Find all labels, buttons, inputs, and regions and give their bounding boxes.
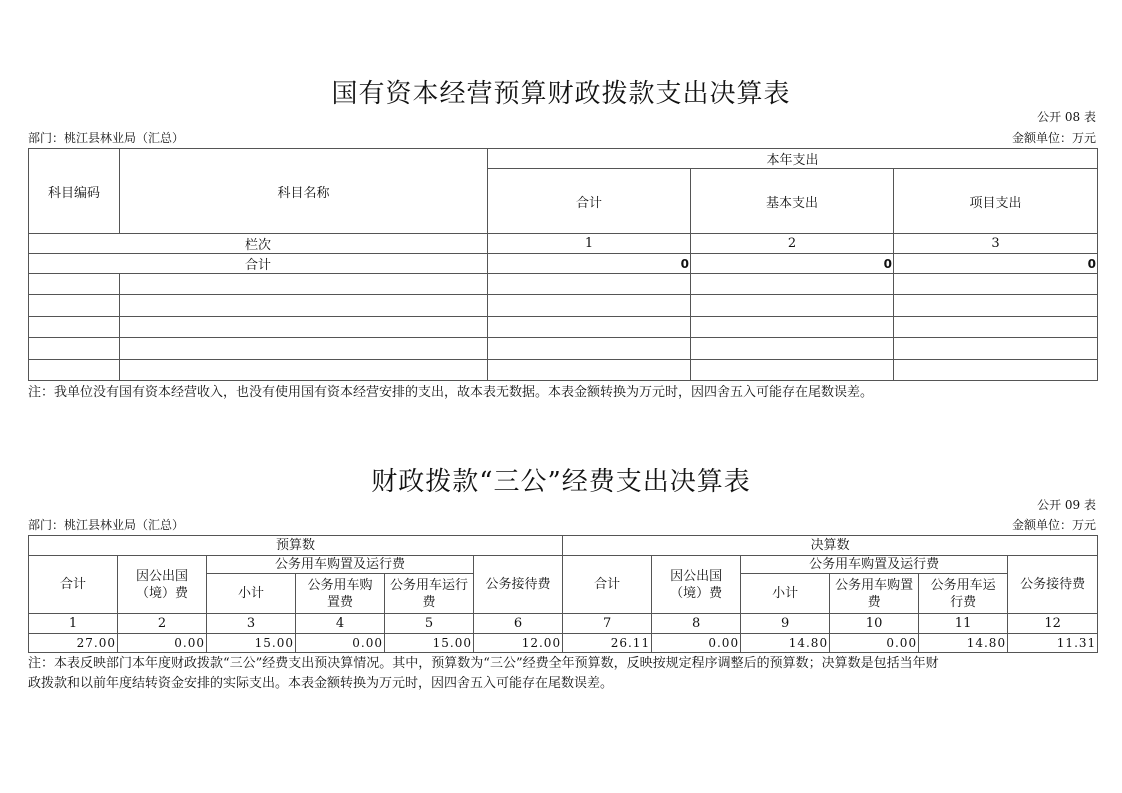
table1-department: 部门：桃江县林业局（汇总）: [28, 131, 185, 145]
header-basic: 基本支出: [691, 169, 894, 234]
value-cell: 0.00: [830, 634, 919, 653]
table1-code: 公开 08 表: [1037, 110, 1096, 124]
table2-department: 部门：桃江县林业局（汇总）: [28, 518, 185, 532]
value-cell: 15.00: [207, 634, 296, 653]
header-reception-final: 公务接待费: [1008, 556, 1098, 614]
column-number: 1: [29, 614, 118, 634]
column-number: 1: [488, 234, 691, 254]
header-abroad-budget: 因公出国 （境）费: [118, 556, 207, 614]
header-project: 项目支出: [894, 169, 1098, 234]
total-row-label: 合计: [29, 254, 488, 274]
table-row: [29, 360, 1098, 381]
header-abroad-final: 因公出国 （境）费: [652, 556, 741, 614]
header-vehicle-final: 公务用车购置及运行费: [741, 556, 1008, 574]
header-subtotal-budget: 小计: [207, 574, 296, 614]
column-order-label: 栏次: [29, 234, 488, 254]
table-row: [29, 295, 1098, 317]
column-number: 2: [118, 614, 207, 634]
column-number: 12: [1008, 614, 1098, 634]
table2-note-line1: 注：本表反映部门本年度财政拨款“三公”经费支出预决算情况。其中，预算数为“三公”经费全年预算数，反映按规定程序调整后的预算数；决算数是包括当年财: [28, 656, 939, 671]
column-number: 8: [652, 614, 741, 634]
value-cell: 26.11: [563, 634, 652, 653]
total-value: 0: [488, 254, 691, 274]
table-row: [29, 317, 1098, 338]
table2-unit: 金额单位：万元: [1011, 518, 1096, 532]
value-cell: 0.00: [296, 634, 385, 653]
table2-code: 公开 09 表: [1037, 498, 1096, 512]
total-value: 0: [691, 254, 894, 274]
table2-note: [28, 654, 1103, 694]
column-number: 7: [563, 614, 652, 634]
table1-note: 注：我单位没有国有资本经营收入，也没有使用国有资本经营安排的支出，故本表无数据。本表金额转换为万元时，因四舍五入可能存在尾数误差。: [28, 385, 874, 400]
header-subject-name: 科目名称: [120, 149, 488, 234]
table-row: [29, 634, 1098, 653]
group-budget: 预算数: [29, 536, 563, 556]
total-value: 0: [894, 254, 1098, 274]
value-cell: 11.31: [1008, 634, 1098, 653]
table1-unit: 金额单位：万元: [1011, 131, 1096, 145]
column-number: 2: [691, 234, 894, 254]
value-cell: 0.00: [652, 634, 741, 653]
table2-note-line2: 政拨款和以前年度结转资金安排的实际支出。本表金额转换为万元时，因四舍五入可能存在尾数误差。: [28, 676, 614, 691]
column-number: 5: [385, 614, 474, 634]
table-row: [29, 274, 1098, 295]
column-number: 10: [830, 614, 919, 634]
group-final: 决算数: [563, 536, 1098, 556]
table2-title: 财政拨款“三公”经费支出决算表: [371, 467, 751, 497]
column-number: 9: [741, 614, 830, 634]
header-total-final: 合计: [563, 556, 652, 614]
column-number: 11: [919, 614, 1008, 634]
column-number-row: [29, 614, 1098, 634]
header-vehicle-budget: 公务用车购置及运行费: [207, 556, 474, 574]
table1-title: 国有资本经营预算财政拨款支出决算表: [331, 79, 791, 109]
column-number: 3: [207, 614, 296, 634]
header-reception-budget: 公务接待费: [474, 556, 563, 614]
value-cell: 14.80: [741, 634, 830, 653]
value-cell: 0.00: [118, 634, 207, 653]
column-number: 4: [296, 614, 385, 634]
column-number: 6: [474, 614, 563, 634]
value-cell: 14.80: [919, 634, 1008, 653]
header-operation-budget: 公务用车运行 费: [385, 574, 474, 614]
table2: [28, 535, 1098, 653]
value-cell: 15.00: [385, 634, 474, 653]
header-total-budget: 合计: [29, 556, 118, 614]
header-subject-code: 科目编码: [29, 149, 120, 234]
header-purchase-budget: 公务用车购 置费: [296, 574, 385, 614]
value-cell: 27.00: [29, 634, 118, 653]
column-number: 3: [894, 234, 1098, 254]
header-purchase-final: 公务用车购置 费: [830, 574, 919, 614]
value-cell: 12.00: [474, 634, 563, 653]
header-subtotal-final: 小计: [741, 574, 830, 614]
header-operation-final: 公务用车运 行费: [919, 574, 1008, 614]
table-row: [29, 338, 1098, 360]
table1: [28, 148, 1098, 381]
header-current-year: 本年支出: [488, 149, 1098, 169]
header-total: 合计: [488, 169, 691, 234]
